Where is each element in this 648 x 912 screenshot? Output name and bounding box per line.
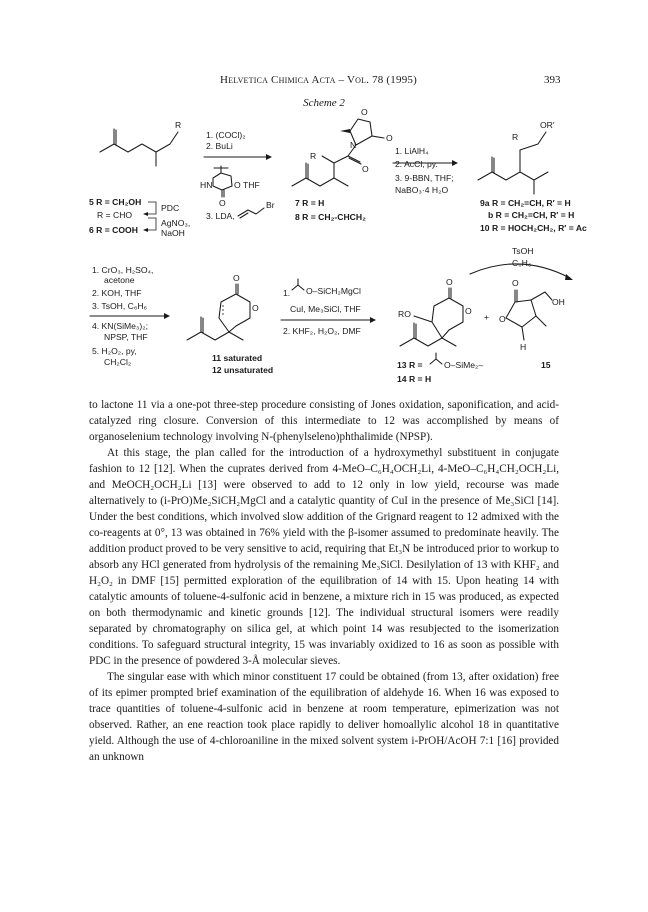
reagent-step3-1b: acetone [104, 275, 135, 285]
reagent-step3-4: 4. KN(SiMe₃)₂; [92, 321, 149, 331]
ring-o-top: O [361, 107, 368, 117]
arrow-step-1 [200, 130, 275, 221]
carbonyl-o: O [219, 198, 226, 208]
body-text [89, 397, 559, 765]
reagent-step3-1: 1. CrO₃, H₂SO₄, [92, 265, 154, 275]
compound-labels-5-6 [89, 197, 190, 238]
reagent-step3-5b: CH₂Cl₂ [104, 357, 132, 367]
carbonyl-o-7: O [362, 164, 369, 174]
reagent-step4-1: 1. [283, 288, 291, 298]
reagent-step3-5: 5. H₂O₂, py, [92, 346, 137, 356]
reagent-step3-4b: NPSP, THF [104, 332, 148, 342]
label-cho: R = CHO [97, 210, 133, 220]
label-compound-6: 6 R = COOH [89, 225, 138, 235]
page-number: 393 [544, 74, 561, 86]
label-compound-14: 14 R = H [397, 374, 432, 384]
paragraph-2: At this stage, the plan called for the introduction of a hydroxymethyl substituent in conjugate fashion to 12 [12]. When the cuprates derived from 4-MeO–C₆H₄OCH₂Li, 4-MeO–C₆H₄CH₂OCH₂Li, and MeOCH₂OCH₂Li [13] were observed to add to 12 only in low yield, recourse was made alternatively to (i-PrO)Me₂SiCH₂MgCl and a catalytic quantity of CuI in the presence of Me₃SiCl [14]. Under the best conditions, which involved slow addition of the Grignard reagent to 12 admixed with the co-reagents at 0°, 13 was obtained in 76% yield with the β-isomer assumed to predominate heavily. The addition product proved to be very sensitive to acid, requiring that Et₃N be introduced prior to workup to absorb any HCl generated from hydrolysis of the remaining Me₃SiCl. Desilylation of 13 with KHF₂ and H₂O₂ in DMF [15] permitted exploration of the equilibration of 14 with 15. Upon heating 14 with catalytic amounts of toluene-4-sulfonic acid in benzene, a mixture rich in 15 was produced, as expected on both thermodynamic and kinetic grounds [12]. The individual structural isomers were readily separated by chromatography on silica gel, at which point 14 was resubjected to the isomerization conditions. To safeguard structural integrity, 15 was invariably oxidized to 16 as soon as possible with PDC in the presence of powdered 3-Å molecular sieves. [89, 447, 559, 667]
reagent-step1-2: 2. BuLi [206, 141, 233, 151]
reagent-step3-3: 3. TsOH, C₆H₆ [92, 301, 148, 311]
structure-compound-5 [100, 120, 181, 166]
structure-compound-9 [478, 120, 587, 233]
label-naoh: NaOH [161, 228, 185, 238]
reaction-scheme [0, 0, 648, 400]
hn-label: HN [200, 180, 213, 190]
scheme-title: Scheme 2 [303, 97, 345, 109]
label-compound-12: 12 unsaturated [212, 365, 274, 375]
journal-title: Helvetica Chimica Acta – Vol. 78 (1995) [220, 74, 417, 86]
reagent-step1-3: 3. LDA, [206, 211, 235, 221]
arrow-isomerization [470, 246, 573, 322]
ring-n: N [350, 140, 357, 150]
label-compound-7: 7 R = H [295, 198, 325, 208]
label-compound-10: 10 R = HOCH₂CH₂, R′ = Ac [480, 223, 587, 233]
label-compound-9a: 9a R = CH₂=CH, R′ = H [480, 198, 571, 208]
ring-o-carbonyl-13: O [446, 277, 453, 287]
oxazolidinone-o: O [234, 180, 241, 190]
carbonyl-o-15: O [512, 278, 519, 288]
structure-compound-13 [397, 277, 483, 384]
plus-sign: + [484, 312, 490, 322]
label-r-7: R [310, 151, 317, 161]
reagent-grignard: O–SiCH₂MgCl [306, 286, 361, 296]
label-compound-5: 5 R = CH₂OH [89, 197, 142, 207]
reagent-step2-3: 3. 9-BBN, THF; [395, 173, 454, 183]
lactone-o-ring: O [252, 303, 259, 313]
lactone-o-carbonyl: O [233, 273, 240, 283]
reagent-step2-4: NaBO₃·4 H₂O [395, 185, 449, 195]
bromide-label: Br [266, 200, 275, 210]
h-label-15: H [520, 342, 527, 352]
label-r: R [175, 120, 182, 130]
label-compound-13-group: O–SiMe₂– [444, 360, 484, 370]
oh-label: OH [552, 297, 565, 307]
ring-o-13: O [465, 306, 472, 316]
reagent-step2-1: 1. LiAlH₄ [395, 146, 429, 156]
reagent-c6h6: C₆H₆ [512, 258, 532, 268]
label-or: OR′ [540, 120, 555, 130]
reagent-step4-2: CuI, Me₃SiCl, THF [290, 304, 361, 314]
structure-compound-15 [499, 278, 565, 370]
label-compound-15: 15 [541, 360, 551, 370]
label-compound-8: 8 R = CH₂-CHCH₂ [295, 212, 366, 222]
structure-compound-11 [187, 273, 273, 375]
ring-o-15: O [499, 314, 506, 324]
label-agno3: AgNO₃, [161, 218, 191, 228]
structure-compound-7 [292, 107, 393, 222]
reagent-step4-3: 2. KHF₂, H₂O₂, DMF [283, 326, 361, 336]
reagent-step2-2: 2. AcCl, py. [395, 159, 438, 169]
reagent-step3-2: 2. KOH, THF [92, 288, 142, 298]
reagents-step-3 [90, 265, 170, 367]
reagent-thf: THF [243, 180, 260, 190]
arrow-step-2 [393, 146, 458, 195]
label-ro: RO [398, 309, 411, 319]
label-compound-9b: b R = CH₂=CH, R′ = H [488, 210, 575, 220]
paragraph-3: The singular ease with which minor constituent 17 could be obtained (from 13, after oxidation) free of its epimer prompted brief examination of the equilibration of aldehyde 16. When 16 was exposed to trace quantities of toluene-4-sulfonic acid in benzene at room temperature, epimerization was not observed. Rather, an ene reaction took place rapidly to deliver homoallylic alcohol 18 in quantitative yield. Although the use of 4-chloroaniline in the mixed solvent system i-PrOH/AcOH 7:1 [16] provided an unknown [89, 671, 559, 763]
label-compound-13: 13 R = [397, 360, 423, 370]
reagent-tsoh: TsOH [512, 246, 534, 256]
label-compound-11: 11 saturated [212, 353, 263, 363]
ring-o-right: O [386, 133, 393, 143]
reagent-step1-1: 1. (COCl)₂ [206, 130, 246, 140]
label-r-9: R [512, 132, 519, 142]
label-pdc: PDC [161, 203, 180, 213]
paragraph-1: to lactone 11 via a one-pot three-step procedure consisting of Jones oxidation, saponification, and acid-catalyzed ring closure. Conversion of this intermediate to 12 was accomplished by means of organoselenium technology involving N-(phenylseleno)phthalimide (NPSP). [89, 399, 559, 443]
arrow-step-4 [281, 279, 376, 336]
